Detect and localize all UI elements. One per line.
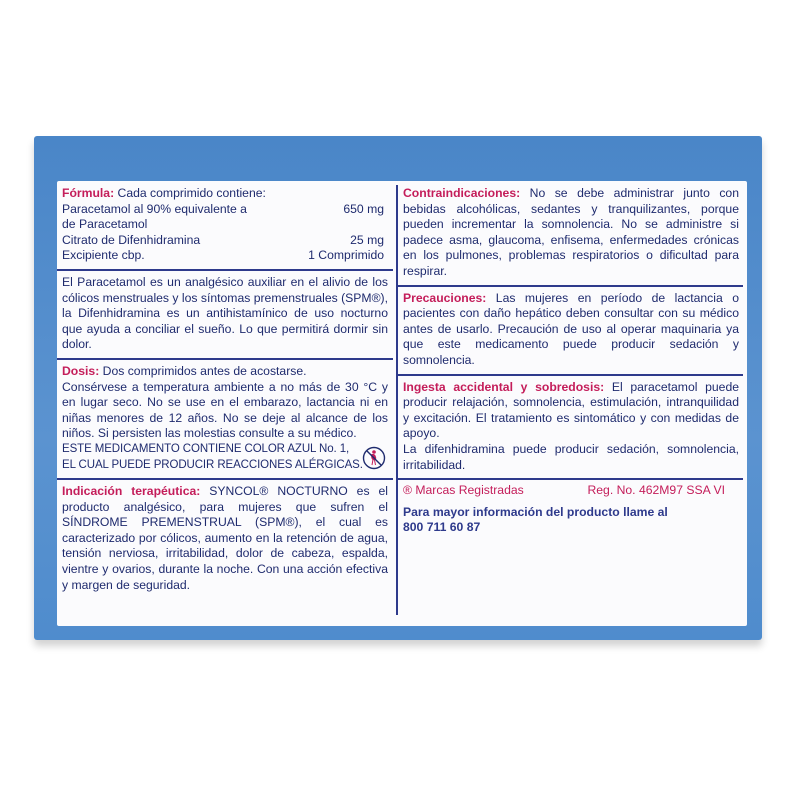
section-divider bbox=[57, 478, 393, 480]
column-divider bbox=[396, 185, 398, 615]
dosis-section bbox=[62, 363, 388, 476]
ingesta-text: El paracetamol puede producir relajación, somnolencia, estimulación, intranquilidad y excitación. El tratamiento es sintomático y con medidas de apoyo. bbox=[403, 379, 739, 441]
contraindicaciones-heading: Contraindicaciones: bbox=[403, 186, 521, 200]
precauciones-text: Las mujeres en período de lactancia o pacientes con daño hepático deben consultar con su médico antes de usarlo. Precaución de uso al operar maquinaria ya que este medicamento puede producir sedación y somnolencia. bbox=[403, 290, 739, 367]
phone-number: 800 711 60 87 bbox=[403, 520, 481, 535]
description-section: El Paracetamol es un analgésico auxiliar en el alivio de los cólicos menstruales y los síntomas premenstruales (SPM®), la Difenhidramina es un antihistamínico de uso nocturno que ayuda a conciliar el sueño. Lo que permitirá dormir sin dolor. bbox=[62, 274, 388, 352]
no-pregnancy-icon bbox=[362, 446, 386, 470]
contact-info bbox=[403, 505, 739, 536]
label-panel bbox=[57, 181, 747, 626]
contact-text: Para mayor información del producto llame al bbox=[403, 504, 668, 519]
formula-item: Paracetamol al 90% equivalente a 650 mg bbox=[62, 201, 384, 216]
left-column bbox=[62, 185, 388, 596]
section-divider bbox=[398, 374, 743, 376]
precauciones-heading: Precauciones: bbox=[403, 290, 487, 305]
section-divider bbox=[57, 358, 393, 360]
dosis-heading: Dosis: bbox=[62, 363, 100, 378]
ingesta-heading: Ingesta accidental y sobredosis: bbox=[403, 379, 605, 394]
contraindicaciones-section bbox=[403, 185, 739, 283]
precauciones-section bbox=[403, 290, 739, 372]
section-divider bbox=[398, 285, 743, 287]
section-divider bbox=[57, 269, 393, 271]
formula-section bbox=[62, 185, 388, 267]
formula-item: Citrato de Difenhidramina 25 mg bbox=[62, 232, 384, 247]
indicacion-text: SYNCOL® NOCTURNO es el producto analgésico, para mujeres que sufren el SÍNDROME PREMENSTRUAL (SPM®), el cual es caracterizado por cólicos, aumento en la retención de agua, tensión nerviosa, irritabilidad, dolor de cabeza, espalda, vientre y ovarios, durante la noche. Con una acción efectiva y margen de seguridad. bbox=[62, 484, 388, 592]
indicacion-heading: Indicación terapéutica: bbox=[62, 484, 201, 499]
formula-item: de Paracetamol bbox=[62, 217, 148, 232]
ingesta-text-2: La difenhidramina puede producir sedación, somnolencia, irritabilidad. bbox=[403, 441, 739, 472]
indicacion-section bbox=[62, 483, 388, 596]
formula-intro: Cada comprimido contiene: bbox=[114, 186, 266, 200]
section-divider bbox=[398, 478, 743, 480]
dosis-text: Dos comprimidos antes de acostarse. bbox=[99, 363, 307, 378]
registration-line bbox=[403, 483, 739, 499]
contraindicaciones-text: No se debe administrar junto con bebidas alcohólicas, sedantes y tranquilizantes, porque pueden incrementar la somnolencia. No se administre si padece asma, glaucoma, enfisema, enfermedades crónicas en los pulmones, problemas respiratorios o dificultad para respirar. bbox=[403, 186, 739, 278]
registration-number: Reg. No. 462M97 SSA VI bbox=[587, 483, 725, 498]
trademark-text: ® Marcas Registradas bbox=[403, 483, 524, 498]
ingesta-section bbox=[403, 379, 739, 477]
formula-heading: Fórmula: bbox=[62, 186, 115, 200]
formula-item: Excipiente cbp. 1 Comprimido bbox=[62, 248, 384, 263]
storage-text: Consérvese a temperatura ambiente a no más de 30 °C y en lugar seco. No se use en el embarazo, lactancia ni en niñas menores de 12 años. No se deje al alcance de los niños. Si persisten las molestias consulte a su médico. bbox=[62, 379, 388, 441]
color-warning: ESTE MEDICAMENTO CONTIENE COLOR AZUL No. 1, EL CUAL PUEDE PRODUCIR REACCIONES ALÉRGICAS. bbox=[62, 442, 388, 473]
right-column bbox=[403, 185, 739, 536]
